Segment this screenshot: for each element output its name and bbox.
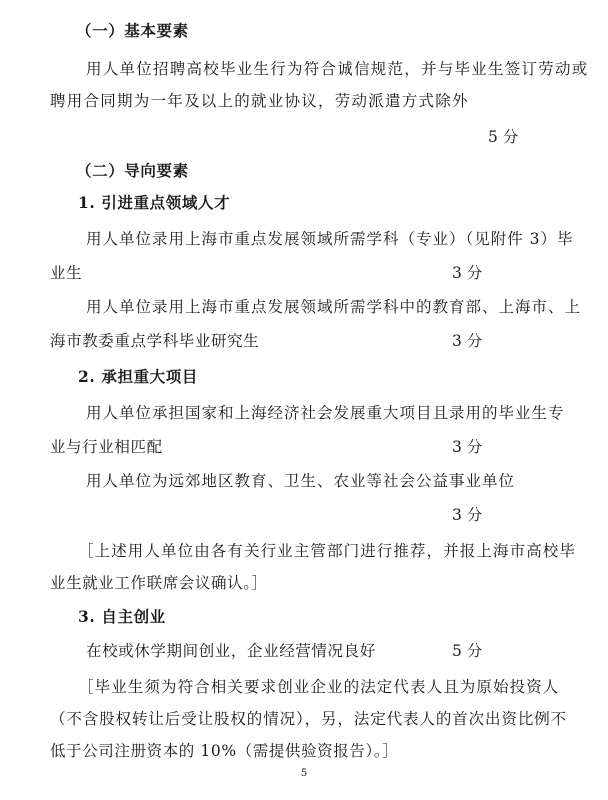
sub3-item1-line1: 在校或休学期间创业，企业经营情况良好 <box>86 642 376 660</box>
section1-score: 5 分 <box>488 128 519 146</box>
sub1-item2-score: 3 分 <box>452 332 483 350</box>
sub3-note-line3: 低于公司注册资本的 10%（需提供验资报告）。］ <box>50 742 399 760</box>
sub2-note-line1: ［上述用人单位由各有关行业主管部门进行推荐，并报上海市高校毕 <box>78 542 577 560</box>
sub2-item1-line2: 业与行业相匹配 <box>50 438 163 456</box>
sub3-title: 3. 自主创业 <box>78 607 166 626</box>
sub1-item1-line1: 用人单位录用上海市重点发展领域所需学科（专业）（见附件 3）毕 <box>86 230 574 248</box>
sub2-item1-score: 3 分 <box>452 438 483 456</box>
page-number: 5 <box>300 768 308 779</box>
sub1-item2-line1: 用人单位录用上海市重点发展领域所需学科中的教育部、上海市、上 <box>86 298 582 316</box>
section1-para-line2: 聘用合同期为一年及以上的就业协议，劳动派遣方式除外 <box>50 92 469 110</box>
sub2-title: 2. 承担重大项目 <box>78 367 198 386</box>
sub1-item2-line2: 海市教委重点学科毕业研究生 <box>50 332 260 350</box>
sub2-note-line2: 业生就业工作联席会议确认。］ <box>50 574 268 592</box>
section2-heading: （二）导向要素 <box>76 161 189 180</box>
section1-heading: （一）基本要素 <box>76 21 189 40</box>
sub1-title: 1. 引进重点领域人才 <box>78 193 231 212</box>
sub2-item2-score: 3 分 <box>452 506 483 524</box>
sub2-item1-line1: 用人单位承担国家和上海经济社会发展重大项目且录用的毕业生专 <box>86 404 565 422</box>
sub2-item2-line1: 用人单位为远郊地区教育、卫生、农业等社会公益事业单位 <box>86 472 516 490</box>
sub3-note-line2: （不含股权转让后受让股权的情况），另，法定代表人的首次出资比例不 <box>50 710 568 728</box>
section1-para-line1: 用人单位招聘高校毕业生行为符合诚信规范，并与毕业生签订劳动或 <box>86 60 589 78</box>
sub1-item1-score: 3 分 <box>452 264 483 282</box>
sub3-item1-score: 5 分 <box>452 642 483 660</box>
sub3-note-line1: ［毕业生须为符合相关要求创业企业的法定代表人且为原始投资人 <box>78 678 560 696</box>
sub1-item1-line2: 业生 <box>50 264 83 282</box>
